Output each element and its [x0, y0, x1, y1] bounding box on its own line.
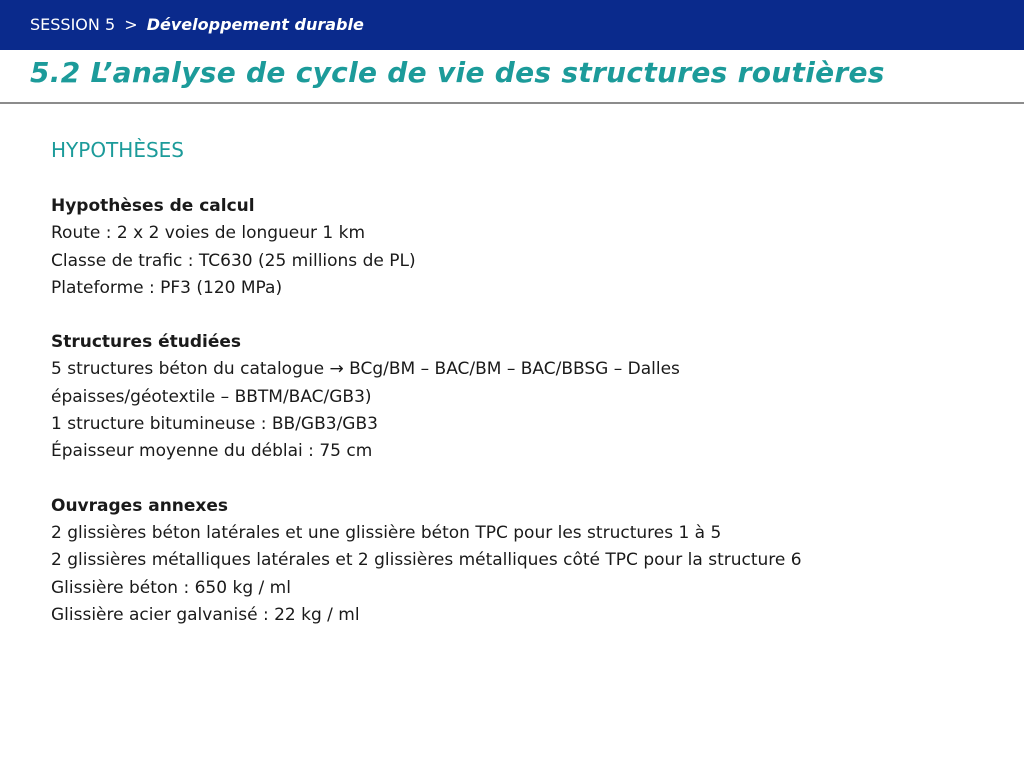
- section-title: Ouvrages annexes: [51, 495, 229, 516]
- slide-content: [51, 135, 1011, 656]
- text-line: Épaisseur moyenne du déblai : 75 cm: [51, 441, 373, 462]
- breadcrumb-separator: >: [124, 15, 138, 34]
- section-annex-works: [51, 493, 1011, 629]
- text-line: 1 structure bitumineuse : BB/GB3/GB3: [51, 414, 378, 435]
- section-title: Hypothèses de calcul: [51, 196, 255, 216]
- text-line: Classe de trafic : TC630 (25 millions de PL): [51, 250, 416, 271]
- title-divider: [0, 102, 1024, 104]
- slide-title: 5.2 L’analyse de cycle de vie des structures routières: [30, 56, 885, 89]
- session-topic: Développement durable: [146, 15, 364, 34]
- text-line: 5 structures béton du catalogue → BCg/BM – BAC/BM – BAC/BBSG – Dalles épaisses/géotextile – BBTM/BAC/GB3): [51, 359, 680, 407]
- session-label: SESSION 5: [30, 15, 116, 34]
- text-line: 2 glissières béton latérales et une glissière béton TPC pour les structures 1 à 5: [51, 522, 722, 543]
- section-calculation-hypotheses: [51, 193, 1011, 302]
- text-line: Glissière acier galvanisé : 22 kg / ml: [51, 604, 360, 625]
- text-line: Glissière béton : 650 kg / ml: [51, 577, 291, 598]
- section-title: Structures étudiées: [51, 332, 242, 353]
- section-heading: HYPOTHÈSES: [51, 138, 184, 162]
- text-line: Route : 2 x 2 voies de longueur 1 km: [51, 223, 366, 244]
- section-studied-structures: [51, 329, 1011, 465]
- text-line: Plateforme : PF3 (120 MPa): [51, 277, 283, 298]
- text-line: 2 glissières métalliques latérales et 2 glissières métalliques côté TPC pour la structure 6: [51, 550, 802, 571]
- session-header-bar: [0, 0, 1024, 50]
